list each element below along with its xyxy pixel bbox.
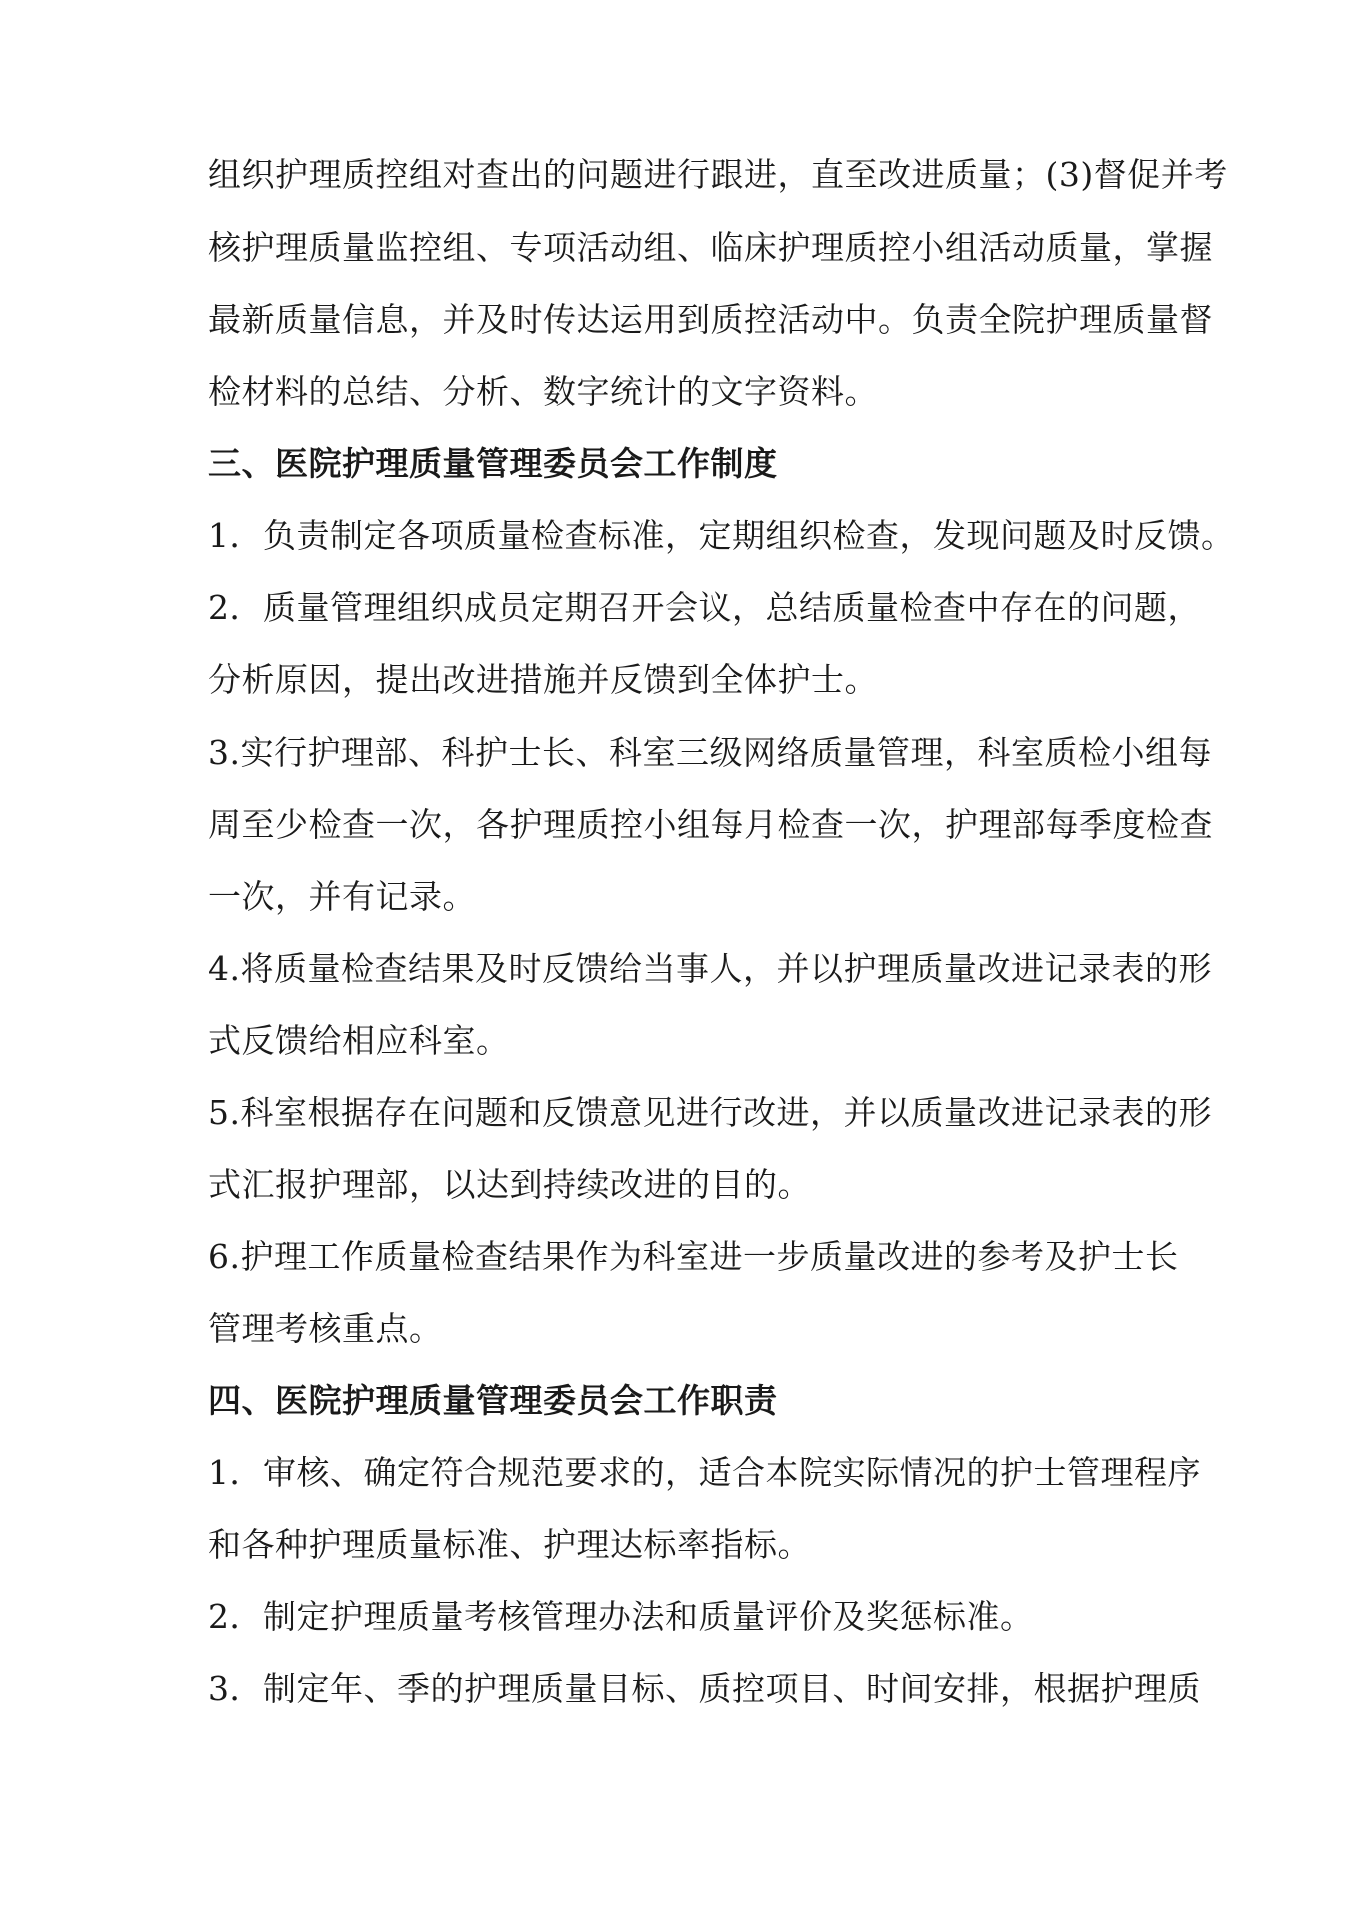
paragraph-line: 核护理质量监控组、专项活动组、临床护理质控小组活动质量，掌握 bbox=[208, 228, 1213, 267]
list-item-line: 1．负责制定各项质量检查标准，定期组织检查，发现问题及时反馈。 bbox=[208, 516, 1235, 555]
paragraph-line: 组织护理质控组对查出的问题进行跟进，直至改进质量；(3)督促并考 bbox=[208, 155, 1228, 194]
list-item-line: 一次，并有记录。 bbox=[208, 877, 476, 916]
list-item-line: 3．制定年、季的护理质量目标、质控项目、时间安排，根据护理质 bbox=[208, 1669, 1201, 1708]
paragraph-line: 最新质量信息，并及时传达运用到质控活动中。负责全院护理质量督 bbox=[208, 300, 1213, 339]
list-item-line: 式反馈给相应科室。 bbox=[208, 1021, 510, 1060]
list-item-line: 和各种护理质量标准、护理达标率指标。 bbox=[208, 1525, 811, 1564]
list-item-line: 2．制定护理质量考核管理办法和质量评价及奖惩标准。 bbox=[208, 1597, 1034, 1636]
list-item-line: 分析原因，提出改进措施并反馈到全体护士。 bbox=[208, 660, 878, 699]
section-heading: 三、医院护理质量管理委员会工作制度 bbox=[208, 444, 778, 483]
paragraph-line: 检材料的总结、分析、数字统计的文字资料。 bbox=[208, 372, 878, 411]
list-item-line: 5.科室根据存在问题和反馈意见进行改进，并以质量改进记录表的形 bbox=[208, 1093, 1212, 1132]
section-heading: 四、医院护理质量管理委员会工作职责 bbox=[208, 1381, 778, 1420]
list-item-line: 3.实行护理部、科护士长、科室三级网络质量管理，科室质检小组每 bbox=[208, 733, 1212, 772]
list-item-line: 4.将质量检查结果及时反馈给当事人，并以护理质量改进记录表的形 bbox=[208, 949, 1212, 988]
list-item-line: 1．审核、确定符合规范要求的，适合本院实际情况的护士管理程序 bbox=[208, 1453, 1201, 1492]
list-item-line: 管理考核重点。 bbox=[208, 1309, 443, 1348]
list-item-line: 式汇报护理部，以达到持续改进的目的。 bbox=[208, 1165, 811, 1204]
list-item-line: 2．质量管理组织成员定期召开会议，总结质量检查中存在的问题， bbox=[208, 588, 1201, 627]
list-item-line: 6.护理工作质量检查结果作为科室进一步质量改进的参考及护士长 bbox=[208, 1237, 1179, 1276]
list-item-line: 周至少检查一次，各护理质控小组每月检查一次，护理部每季度检查 bbox=[208, 805, 1213, 844]
